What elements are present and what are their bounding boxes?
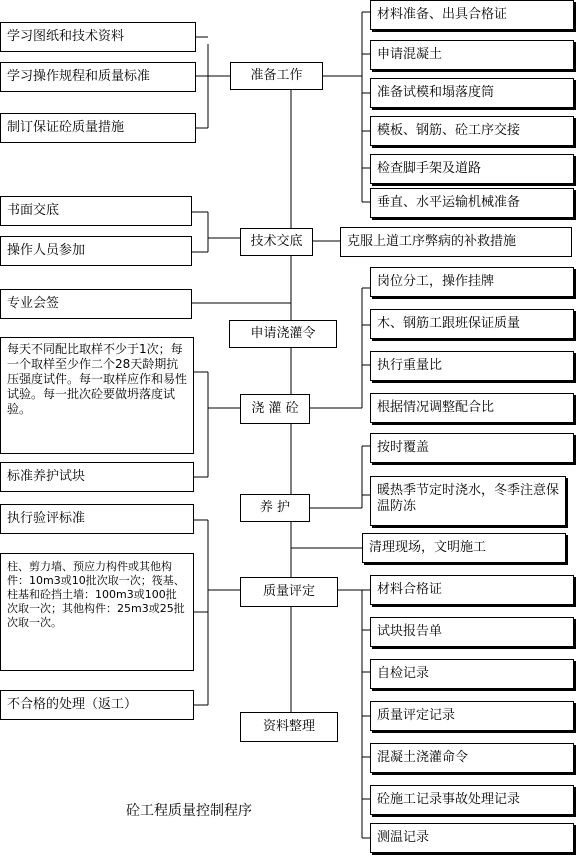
right-adjust-mix: 根据情况调整配合比	[370, 393, 574, 423]
right-accident-record: 砼施工记录事故处理记录	[370, 785, 574, 815]
right-self-check: 自检记录	[370, 659, 574, 689]
right-test-molds: 准备试模和塌落度筒	[370, 78, 574, 108]
left-rework: 不合格的处理（返工）	[0, 690, 194, 720]
left-execute-standard: 执行验评标准	[0, 504, 194, 534]
right-remedy: 克服上道工序弊病的补救措施	[340, 227, 572, 257]
right-quality-record: 质量评定记录	[370, 701, 574, 731]
left-quality-measures: 制订保证砼质量措施	[0, 113, 196, 143]
right-posts: 岗位分工，操作挂牌	[370, 267, 574, 297]
main-quality-eval: 质量评定	[240, 577, 338, 607]
right-handover: 模板、钢筋、砼工序交接	[370, 116, 574, 146]
right-scaffold-check: 检查脚手架及道路	[370, 154, 574, 184]
right-watering: 暖热季节定时浇水，冬季注意保温防冻	[370, 476, 566, 526]
diagram-caption: 砼工程质量控制程序	[126, 803, 252, 819]
right-weight-ratio: 执行重量比	[370, 351, 574, 381]
main-curing: 养 护	[240, 494, 310, 522]
main-pour-concrete: 浇 灌 砼	[240, 394, 310, 424]
right-cleanup: 清理现场，文明施工	[362, 533, 566, 563]
right-carpenters: 木、钢筋工跟班保证质量	[370, 309, 574, 339]
left-member-sampling: 柱、剪力墙、预应力构件或其他构件：10m3或10批次取一次；筏基、柱基和砼挡土墙：100m3或100批次取一次；其他构件：25m3或25批次取一次。	[0, 553, 194, 671]
left-cosign: 专业会签	[0, 289, 192, 319]
left-standard-curing-blocks: 标准养护试块	[0, 462, 194, 492]
left-sampling-rules: 每天不同配比取样不少于1次；每一个取样至少作二个28天龄期抗压强度试件。每一取样应作和易性试验。每一批次砼要做坍落度试验。	[0, 337, 194, 454]
left-study-rules: 学习操作规程和质量标准	[0, 62, 196, 92]
main-documentation: 资料整理	[240, 712, 338, 742]
main-prepare: 准备工作	[230, 62, 323, 90]
right-test-report: 试块报告单	[370, 617, 574, 647]
right-temperature-record: 测温记录	[370, 823, 574, 853]
right-apply-concrete: 申请混凝土	[370, 40, 574, 70]
right-transport: 垂直、水平运输机械准备	[370, 188, 574, 218]
left-operators-attend: 操作人员参加	[0, 236, 192, 266]
right-pour-order: 混凝土浇灌命令	[370, 743, 574, 773]
main-apply-pour-order: 申请浇灌令	[229, 320, 337, 348]
left-study-drawings: 学习图纸和技术资料	[0, 22, 196, 52]
right-material-cert: 材料合格证	[370, 575, 574, 605]
left-written-briefing: 书面交底	[0, 196, 192, 226]
right-materials-cert: 材料准备、出具合格证	[370, 0, 574, 30]
right-cover: 按时覆盖	[370, 433, 574, 463]
main-tech-briefing: 技术交底	[240, 228, 313, 256]
